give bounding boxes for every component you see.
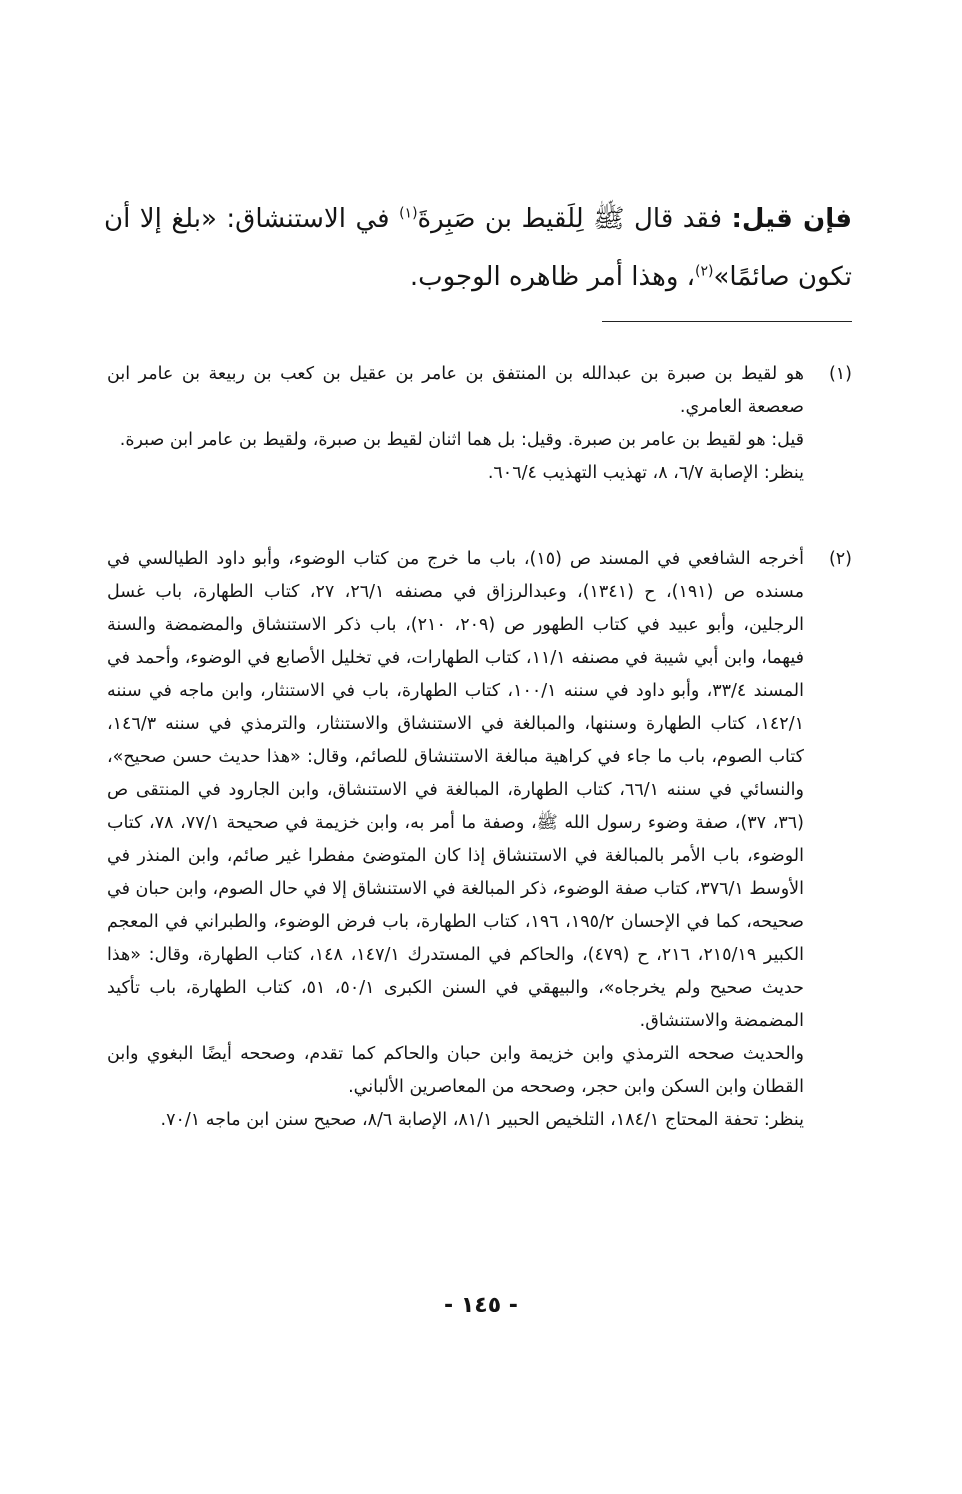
footnote-number: (٢) <box>828 549 852 569</box>
footnote-paragraph: ينظر: تحفة المحتاج ١٨٤/١، التلخيص الحبير ٨١/١، الإصابة ٨/٦، صحيح سنن ابن ماجه ٧٠/١. <box>160 1110 804 1130</box>
main-text-part-3: ، وهذا أمر ظاهره الوجوب. <box>409 262 696 292</box>
footnote-ref-2: (٢) <box>695 263 714 280</box>
footnote-paragraph: قيل: هو لقيط بن عامر بن صبرة. وقيل: بل هما اثنان لقيط بن صبرة، ولقيط بن عامر ابن صبرة. <box>119 430 804 450</box>
footnote-2 <box>107 543 852 1137</box>
footnote-paragraph: والحديث صححه الترمذي وابن خزيمة وابن حبان والحاكم كما تقدم، وصححه أيضًا البغوي وابن القطان وابن السكن وابن حجر، وصححه من المعاصرين الألباني. <box>107 1044 804 1097</box>
footnote-number: (١) <box>828 364 852 384</box>
main-text-part-2: في الاستنشاق: «بلغ إلا أن تكون صائمًا» <box>104 204 852 292</box>
footnote-separator <box>602 321 852 322</box>
main-text-part-1: فقد قال ﷺ لِلَقيط بن صَبِرةَ <box>417 204 732 234</box>
footnote-paragraph: أخرجه الشافعي في المسند ص (١٥)، باب ما خرج من كتاب الوضوء، وأبو داود الطيالسي في مسنده ص (١٩١)، ح (١٣٤١)، وعبدالرزاق في مصنفه ٢٦/١، ٢٧، كتاب الطهارة، باب غسل الرجلين، وأبو عبيد في كتاب الطهور ص (٢٠٩، ٢١٠)، باب ذكر الاستنشاق والمضمضة والسنة فيهما، وابن أبي شيبة في مصنفه ١١/١، كتاب الطهارات، في تخليل الأصابع في الوضوء، وأحمد في المسند ٣٣/٤، وأبو داود في سننه ١٠٠/١، كتاب الطهارة، باب في الاستنثار، وابن ماجه في سننه ١٤٢/١، كتاب الطهارة وسننها، والمبالغة في الاستنشاق والاستنثار، والترمذي في سننه ١٤٦/٣، كتاب الصوم، باب ما جاء في كراهية مبالغة الاستنشاق للصائم، وقال: «هذا حديث حسن صحيح»، والنسائي في سننه ٦٦/١، كتاب الطهارة، المبالغة في الاستنشاق، وابن الجارود في المنتقى ص (٣٦، ٣٧)، صفة وضوء رسول الله ﷺ، وصفة ما أمر به، وابن خزيمة في صحيحة ٧٧/١، ٧٨، كتاب الوضوء، باب الأمر بالمبالغة في الاستنشاق إذا كان المتوضئ مفطرا غير صائم، وابن المنذر في الأوسط ٣٧٦/١، كتاب صفة الوضوء، ذكر المبالغة في الاستنشاق إلا في حال الصوم، وابن حبان في صحيحه، كما في الإحسان ١٩٥/٢، ١٩٦، كتاب الطهارة، باب فرض الوضوء، والطبراني في المعجم الكبير ٢١٥/١٩، ٢١٦، ح (٤٧٩)، والحاكم في المستدرك ١٤٧/١، ١٤٨، كتاب الطهارة، وقال: «هذا حديث صحيح ولم يخرجاه»، والبيهقي في السنن الكبرى ٥٠/١، ٥١، كتاب الطهارة، باب تأكيد المضمضة والاستنشاق. <box>107 549 805 1031</box>
main-paragraph <box>104 190 852 306</box>
footnote-ref-1: (١) <box>399 205 418 222</box>
footnote-paragraph: هو لقيط بن صبرة بن عبدالله بن المنتفق بن عامر بن عقيل بن كعب بن ربيعة بن عامر ابن صعصعة العامري. <box>107 364 804 417</box>
question-lead: فإن قيل: <box>731 204 852 234</box>
page-number: - ١٤٥ - <box>444 1293 518 1318</box>
footnote-1 <box>107 358 852 490</box>
footnote-paragraph: ينظر: الإصابة ٦/٧، ٨، تهذيب التهذيب ٦٠٦/٤. <box>487 463 804 483</box>
